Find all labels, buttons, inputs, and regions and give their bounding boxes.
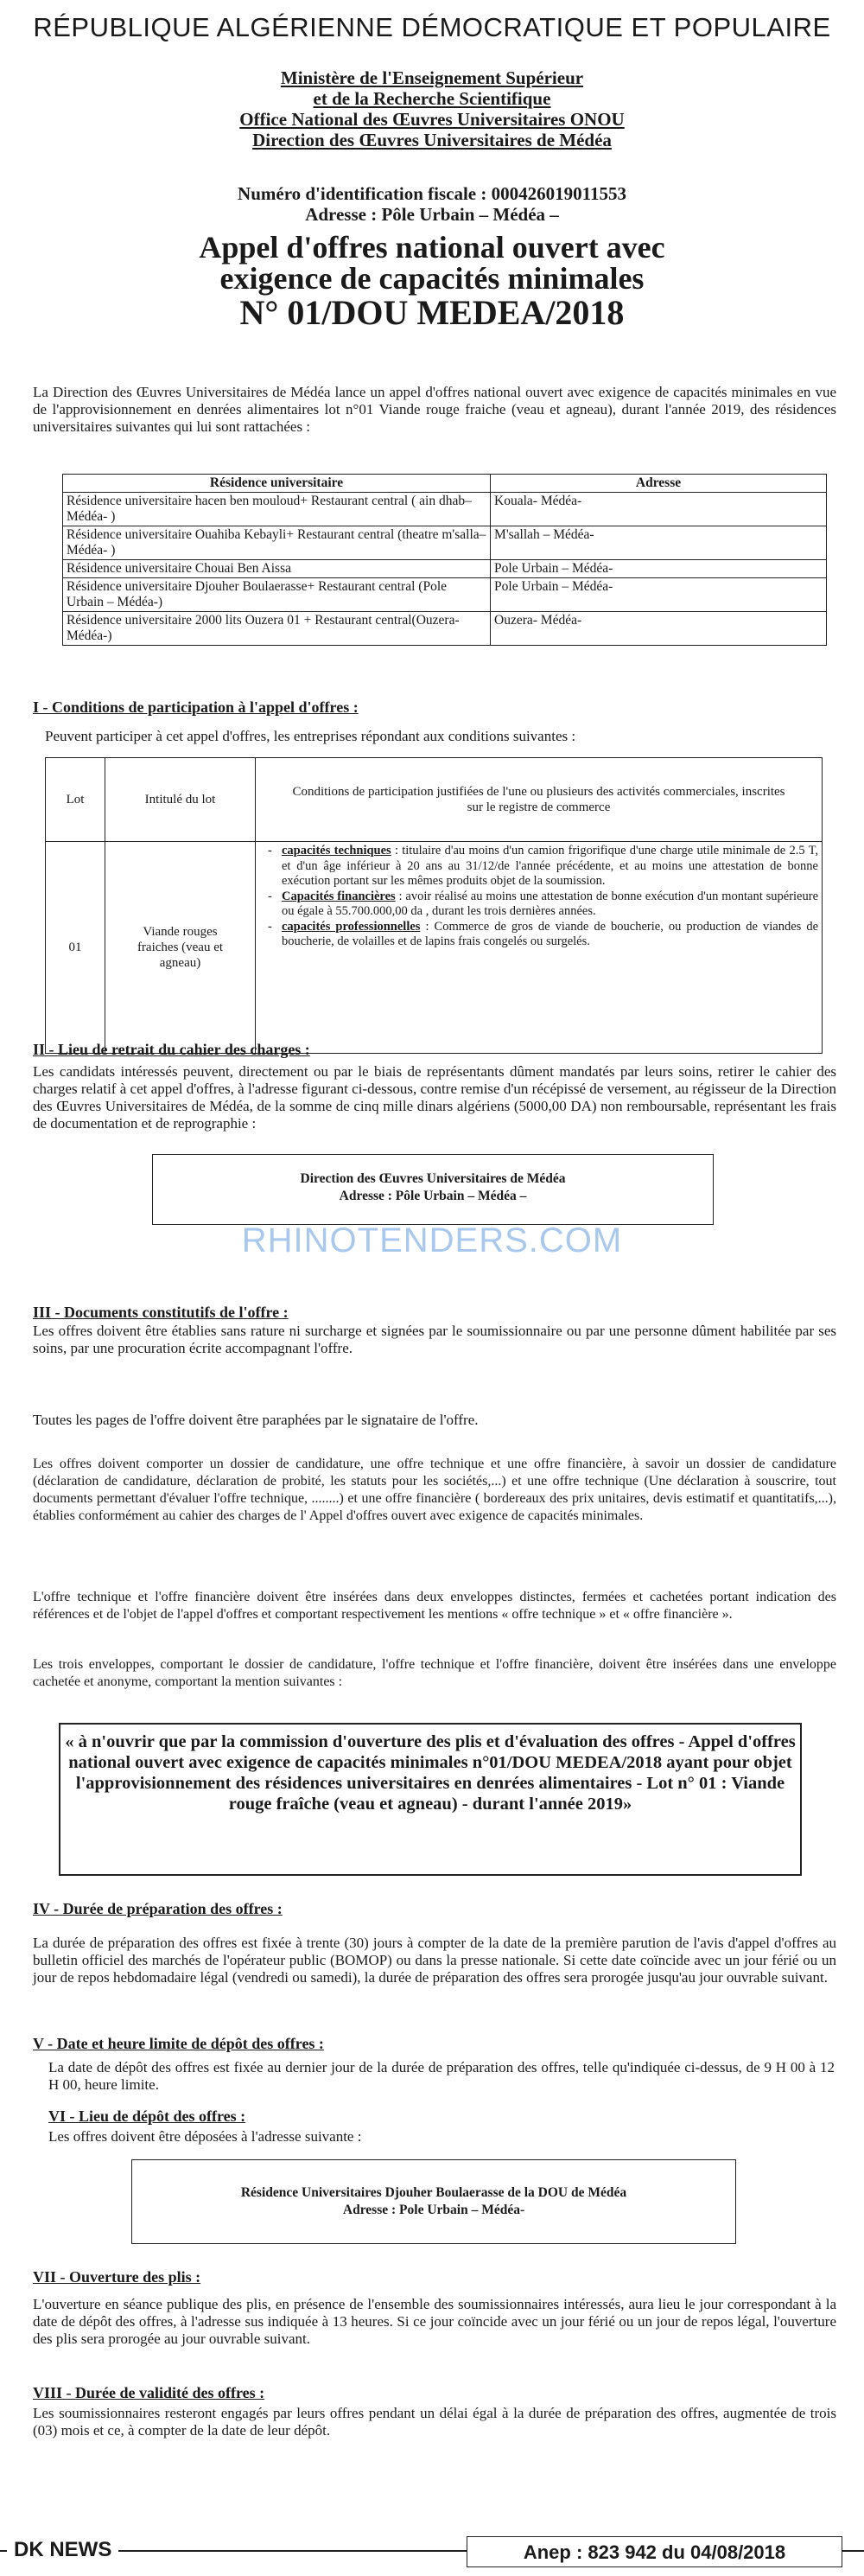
withdrawal-address-box bbox=[152, 1154, 714, 1225]
section-text: Toutes les pages de l'offre doivent être paraphées par le signataire de l'offre. bbox=[33, 1412, 479, 1428]
country-header: RÉPUBLIQUE ALGÉRIENNE DÉMOCRATIQUE ET POPULAIRE bbox=[33, 12, 831, 42]
condition-text: : avoir réalisé au moins une attestation de bonne exécution d'un montant supérieure ou égale à 55.700.000,00 da , durant les trois dernières années. bbox=[282, 889, 819, 918]
address-cell: Ouzera- Médéa- bbox=[491, 612, 827, 646]
list-item bbox=[271, 844, 818, 889]
table-header-row bbox=[46, 758, 823, 842]
table-row bbox=[63, 612, 827, 646]
section-text: Les offres doivent être déposées à l'adresse suivante : bbox=[48, 2128, 362, 2145]
ministry-line: Ministère de l'Enseignement Supérieur bbox=[280, 67, 584, 88]
section-title: VIII - Durée de validité des offres : bbox=[33, 2384, 265, 2401]
section-title: VII - Ouverture des plis : bbox=[33, 2268, 201, 2286]
table-header-row bbox=[63, 475, 827, 493]
ministry-line: et de la Recherche Scientifique bbox=[313, 88, 551, 109]
table-row bbox=[63, 560, 827, 578]
list-item bbox=[271, 920, 818, 950]
lot-title: Viande rouges fraiches (veau et agneau) bbox=[105, 842, 256, 1054]
residence-cell: Résidence universitaire 2000 lits Ouzera 01 + Restaurant central(Ouzera- Médéa-) bbox=[63, 612, 491, 646]
ministry-block bbox=[0, 67, 864, 150]
section-text: Peuvent participer à cet appel d'offres, les entreprises répondant aux conditions suivantes : bbox=[45, 728, 576, 744]
address-cell: Pole Urbain – Médéa- bbox=[491, 578, 827, 612]
section-text: L'ouverture en séance publique des plis, en présence de l'ensemble des soumissionnaires intéressés, aura lieu le jour correspondant à la date de dépôt des offres, à l'adresse sus indiquée à 13 heures. Si ce jour coïncide avec un jour férié ou un jour de repos légal, l'ouverture des plis sera prorogée au jour ouvrable suivant. bbox=[33, 2296, 836, 2347]
section-title: VI - Lieu de dépôt des offres : bbox=[48, 2107, 246, 2125]
condition-label: Capacités financières bbox=[282, 889, 396, 903]
section-text: Les soumissionnaires resteront engagés par leurs offres pendant un délai égal à la durée de préparation des offres, augmentée de trois (03) mois et ce, à compter de la date de leur dépôt. bbox=[33, 2405, 836, 2439]
section-title: IV - Durée de préparation des offres : bbox=[33, 1900, 283, 1917]
section-title: II - Lieu de retrait du cahier des charges : bbox=[33, 1041, 310, 1058]
title-line-1: Appel d'offres national ouvert avec bbox=[199, 230, 665, 265]
residence-cell: Résidence universitaire hacen ben mouloud+ Restaurant central ( ain dhab– Médéa- ) bbox=[63, 493, 491, 526]
condition-label: capacités professionnelles bbox=[282, 919, 421, 934]
residence-cell: Résidence universitaire Djouher Boulaerasse+ Restaurant central (Pole Urbain – Médéa-) bbox=[63, 578, 491, 612]
conditions-list bbox=[259, 844, 818, 950]
section-text: La date de dépôt des offres est fixée au dernier jour de la durée de préparation des offres, telle qu'indiquée ci-dessus, de 9 H 00 à 12 H 00, heure limite. bbox=[48, 2059, 835, 2093]
list-item bbox=[271, 889, 818, 920]
column-header-address: Adresse bbox=[491, 475, 827, 493]
box-line: Adresse : Pôle Urbain – Médéa – bbox=[339, 1189, 527, 1203]
notice-title bbox=[0, 232, 864, 332]
ministry-line: Office National des Œuvres Universitaires ONOU bbox=[239, 109, 625, 130]
condition-label: capacités techniques bbox=[282, 844, 391, 858]
title-line-2: exigence de capacités minimales bbox=[219, 261, 645, 296]
envelope-mention-box: « à n'ouvrir que par la commission d'ouverture des plis et d'évaluation des offres - Appel d'offres national ouvert avec exigence de capacités minimales n°01/DOU MEDEA/2018 ayant pour objet l'approvisionnement des résidences universitaires en denrées alimentaires - Lot n° 01 : Viande rouge fraîche (veau et agneau) - durant l'année 2019» bbox=[59, 1723, 802, 1876]
address-cell: Kouala- Médéa- bbox=[491, 493, 827, 526]
column-header-conditions: Conditions de participation justifiées de l'une ou plusieurs des activités commerciales, inscrites sur le registre de commerce bbox=[256, 758, 823, 842]
column-header-residence: Résidence universitaire bbox=[63, 475, 491, 493]
section-text: Les candidats intéressés peuvent, directement ou par le biais de représentants dûment mandatés par leurs soins, retirer le cahier des charges relatif à cet appel d'offres, à l'adresse figurant ci-dessous, contre remise d'un récépissé de versement, au régisseur de la Direction des Œuvres Universitaires de Médéa, de la somme de cinq mille dinars algériens (5000,00 DA) non remboursable, représentant les frais de documentation et de reprographie : bbox=[33, 1063, 836, 1132]
column-header-intitule: Intitulé du lot bbox=[105, 758, 256, 842]
residences-table bbox=[62, 474, 827, 646]
section-text: L'offre technique et l'offre financière doivent être insérées dans deux enveloppes distinctes, fermées et cachetées portant indication des références et de l'objet de l'appel d'offres et comportant respectivement les mentions « offre technique » et « offre financière ». bbox=[33, 1590, 836, 1622]
table-row bbox=[63, 493, 827, 526]
condition-text: : Commerce de gros de viande de boucherie, ou production de viandes de boucherie, de volailles et de lapins frais congelés ou surgelés. bbox=[282, 919, 818, 948]
table-row bbox=[46, 842, 823, 1054]
column-header-lot: Lot bbox=[46, 758, 105, 842]
fiscal-id: Numéro d'identification fiscale : 000426019011553 bbox=[238, 183, 626, 204]
lot-number: 01 bbox=[46, 842, 105, 1054]
section-text: La durée de préparation des offres est fixée à trente (30) jours à compter de la date de la première parution de l'avis d'appel d'offres au bulletin officiel des marchés de l'opérateur public (BOMOP) ou dans la presse nationale. Si cette date coïncide avec un jour férié ou un jour de repos hebdomadaire légal (vendredi ou samedi), la durée de préparation des offres sera prorogée jusqu'au jour ouvrable suivant. bbox=[33, 1935, 836, 1986]
section-title: V - Date et heure limite de dépôt des offres : bbox=[33, 2035, 324, 2052]
section-text: Les offres doivent être établies sans rature ni surcharge et signées par le soumissionnaire ou par une personne dûment habilitée par ses soins, par une procuration écrite accompagnant l'offre. bbox=[33, 1323, 836, 1356]
lot-conditions-table bbox=[45, 757, 823, 1054]
source-label: DK NEWS bbox=[7, 2538, 118, 2562]
section-text: Les offres doivent comporter un dossier de candidature, une offre technique et une offre financière, à savoir un dossier de candidature (déclaration de candidature, déclaration de probité, les statuts pour les sociétés,...) et une offre technique (Une déclaration à souscrire, tout documents permettant d'évaluer l'offre technique, ........) et une offre financière ( bordereaux des prix unitaires, devis estimatif et quantitatifs,...), établies conformément au cahier des charges de l' Appel d'offres ouvert avec exigence de capacités minimales. bbox=[33, 1457, 836, 1523]
condition-text: : titulaire d'au moins d'un camion frigorifique d'une charge utile minimale de 2.5 T, et d'un âge inférieur à 20 ans au 31/12/de l'année précédente, et au moins une attestation de bonne exécution portant sur les mêmes produits objet de la soumission. bbox=[282, 844, 818, 888]
anep-reference: Anep : 823 942 du 04/08/2018 bbox=[467, 2536, 842, 2567]
section-text: Les trois enveloppes, comportant le dossier de candidature, l'offre technique et l'offre financière, doivent être insérées dans une enveloppe cachetée et anonyme, comportant la mention suivantes : bbox=[33, 1657, 836, 1689]
intro-paragraph: La Direction des Œuvres Universitaires de Médéa lance un appel d'offres national ouvert avec exigence de capacités minimales en vue de l'approvisionnement en denrées alimentaires lot n°01 Viande rouge fraiche (veau et agneau), durant l'année 2019, des résidences universitaires suivantes qui lui sont rattachées : bbox=[33, 384, 836, 435]
section-title: I - Conditions de participation à l'appel d'offres : bbox=[33, 698, 359, 716]
address-cell: Pole Urbain – Médéa- bbox=[491, 560, 827, 578]
watermark: RHINOTENDERS.COM bbox=[241, 1221, 623, 1259]
section-title: III - Documents constitutifs de l'offre : bbox=[33, 1304, 289, 1321]
box-line: Adresse : Pole Urbain – Médéa- bbox=[342, 2203, 525, 2217]
address-cell: M'sallah – Médéa- bbox=[491, 526, 827, 560]
ministry-line: Direction des Œuvres Universitaires de Médéa bbox=[252, 130, 612, 150]
residence-cell: Résidence universitaire Chouai Ben Aissa bbox=[63, 560, 491, 578]
table-row bbox=[63, 526, 827, 560]
table-row bbox=[63, 578, 827, 612]
deposit-address-box bbox=[131, 2159, 736, 2244]
residence-cell: Résidence universitaire Ouahiba Kebayli+ Restaurant central (theatre m'salla– Médéa- ) bbox=[63, 526, 491, 560]
box-line: Direction des Œuvres Universitaires de Médéa bbox=[300, 1171, 566, 1186]
address: Adresse : Pôle Urbain – Médéa – bbox=[305, 204, 559, 225]
box-line: Résidence Universitaires Djouher Boulaerasse de la DOU de Médéa bbox=[240, 2185, 627, 2200]
conditions-cell bbox=[256, 842, 823, 1054]
identification-block bbox=[0, 183, 864, 225]
notice-number: N° 01/DOU MEDEA/2018 bbox=[239, 293, 625, 332]
